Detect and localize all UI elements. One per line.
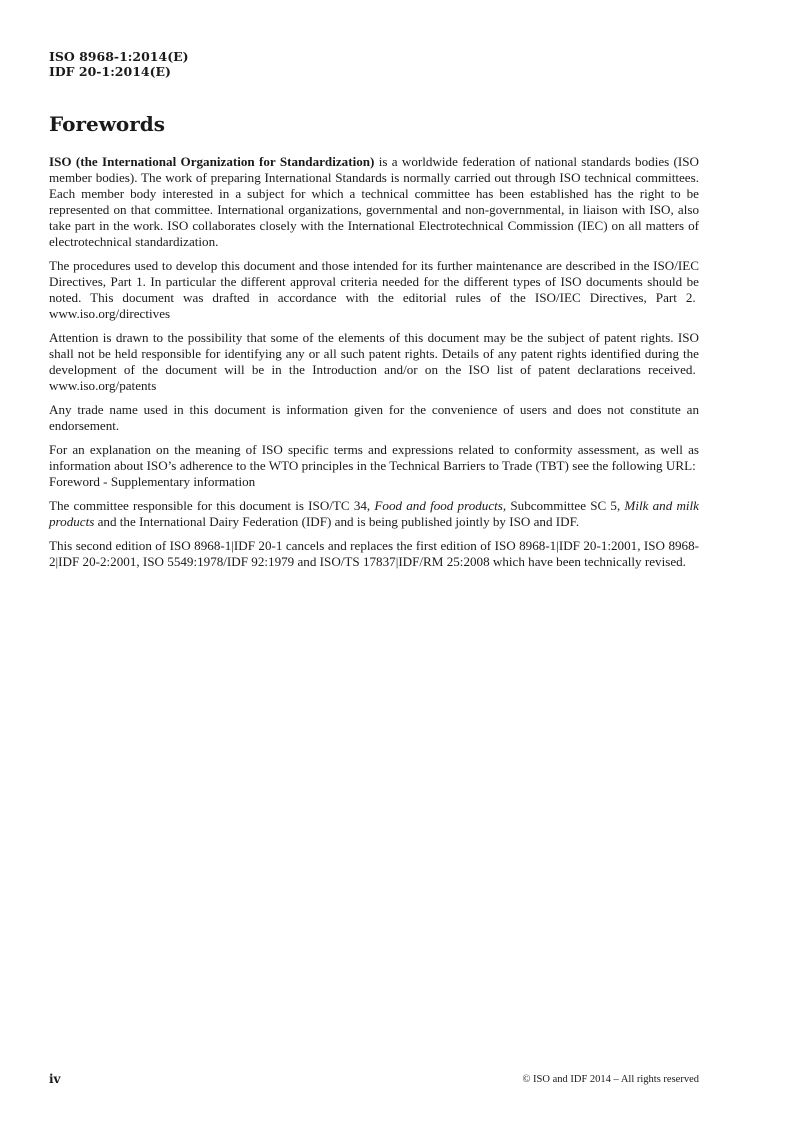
paragraph-text: For an explanation on the meaning of ISO specific terms and expressions related to conformity assessment, as well as information about ISO’s adherence to the WTO principles in the Technical Barriers to Trade (TBT) see the following URL: [49, 442, 699, 473]
paragraph-text: , Subcommittee SC 5, [502, 498, 625, 513]
paragraph-iso-intro [49, 154, 699, 250]
paragraph-text: and the International Dairy Federation (IDF) and is being published jointly by ISO and IDF. [94, 514, 580, 529]
paragraph-edition: This second edition of ISO 8968-1|IDF 20-1 cancels and replaces the first edition of ISO 8968-1|IDF 20-1:2001, ISO 8968-2|IDF 20-2:2001, ISO 5549:1978/IDF 92:1979 and ISO/TS 17837|IDF/RM 25:2008 which have been technically revised. [49, 538, 699, 569]
paragraph-text: is a worldwide federation of national standards bodies (ISO member bodies). The work of preparing International Standards is normally carried out through ISO technical committees. Each member body interested in a subject for which a technical committee has been established has the right to be represented on that committee. International organizations, governmental and non-governmental, in liaison with ISO, also take part in the work. ISO collaborates closely with the International Electrotechnical Commission (IEC) on all matters of electrotechnical standardization. [49, 154, 700, 249]
iso-name-bold: ISO (the International Organization for Standardization) [49, 154, 375, 169]
italic-milk-products: Milk and milk products [49, 498, 699, 529]
paragraph-committee [49, 498, 699, 530]
paragraph-text: The procedures used to develop this document and those intended for its further maintenance are described in the ISO/IEC Directives, Part 1. In particular the different approval criteria needed for the different types of ISO documents should be noted. This document was drafted in accordance with the editorial rules of the ISO/IEC Directives, Part 2. [49, 258, 699, 305]
paragraph-text: The committee responsible for this document is ISO/TC 34, [49, 498, 375, 513]
directives-link[interactable]: www.iso.org/directives [49, 306, 171, 321]
foreword-body [49, 154, 699, 578]
page-number: iv [49, 1072, 61, 1086]
paragraph-trade-name: Any trade name used in this document is information given for the convenience of users and does not constitute an endorsement. [49, 402, 699, 433]
paragraph-procedures [49, 258, 699, 322]
paragraph-text: Attention is drawn to the possibility that some of the elements of this document may be the subject of patent rights. ISO shall not be held responsible for identifying any or all such patent rights. Details of any patent rights identified during the development of the document will be in the Introduction and/or on the ISO list of patent declarations received. [49, 330, 699, 377]
paragraph-conformity [49, 442, 699, 490]
italic-food-products: Food and food products [374, 498, 503, 513]
supplementary-info-link[interactable]: Foreword - Supplementary information [49, 474, 256, 489]
copyright-notice: © ISO and IDF 2014 – All rights reserved [522, 1074, 699, 1085]
patents-link[interactable]: www.iso.org/patents [49, 378, 157, 393]
document-header [49, 49, 189, 79]
paragraph-patents [49, 330, 699, 394]
page-title: Forewords [49, 112, 166, 136]
iso-reference: ISO 8968-1:2014(E) [49, 49, 189, 64]
idf-reference: IDF 20-1:2014(E) [49, 64, 171, 79]
